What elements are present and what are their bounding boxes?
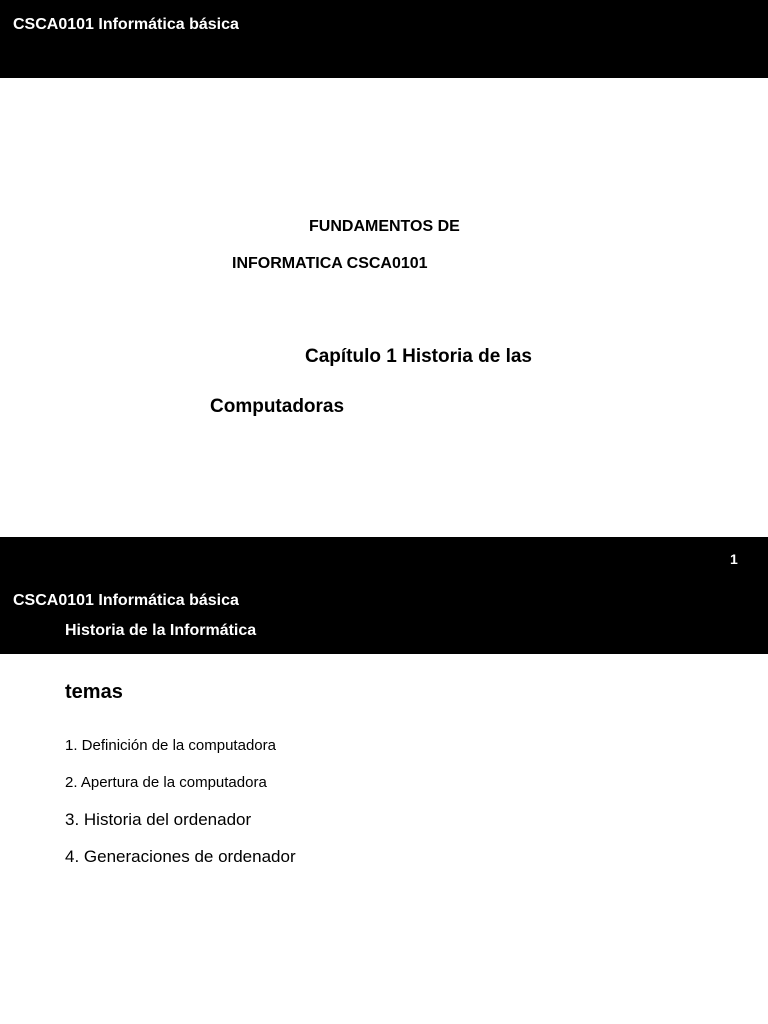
slide1-header-title: CSCA0101 Informática básica [13, 16, 239, 33]
slide2-section-title: temas [65, 681, 123, 703]
slide1-title-line1: FUNDAMENTOS DE [309, 218, 460, 235]
topic-list-item: 4. Generaciones de ordenador [65, 847, 296, 866]
topic-list-item: 2. Apertura de la computadora [65, 774, 267, 791]
slide2-header-title: CSCA0101 Informática básica [13, 592, 239, 609]
topic-list-item: 1. Definición de la computadora [65, 737, 276, 754]
slide1-chapter-line2: Computadoras [210, 396, 345, 417]
slide2-header-bar [0, 537, 768, 654]
page-number: 1 [730, 551, 738, 567]
slide2-header-subtitle: Historia de la Informática [65, 622, 257, 639]
topic-list-item: 3. Historia del ordenador [65, 810, 252, 829]
slide1-title-line2: INFORMATICA CSCA0101 [232, 255, 428, 272]
slide1-chapter-line1: Capítulo 1 Historia de las [305, 346, 532, 367]
slide1-header-bar [0, 0, 768, 78]
